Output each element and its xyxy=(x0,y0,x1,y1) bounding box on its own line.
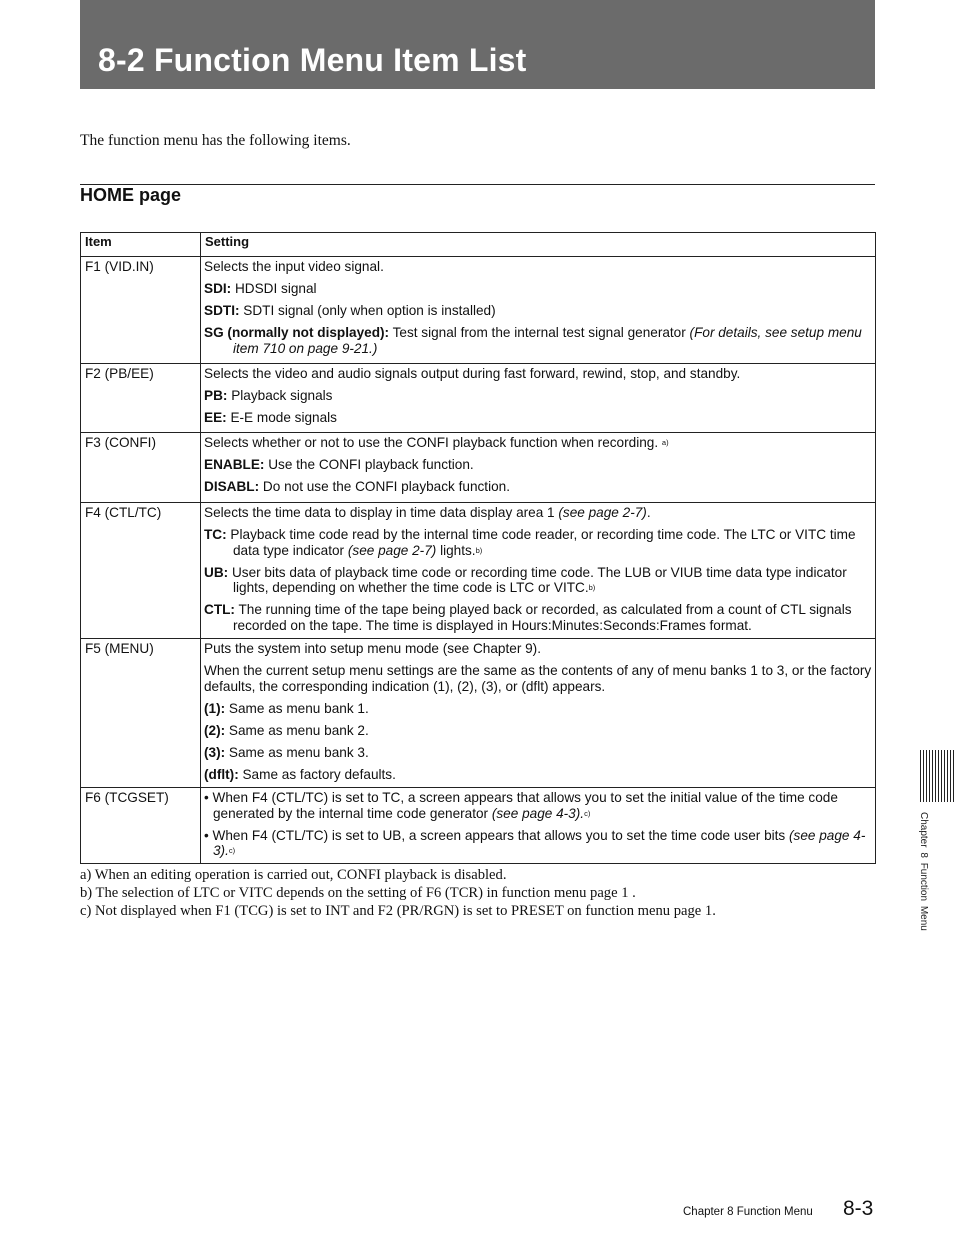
footnote-c: c) Not displayed when F1 (TCG) is set to INT and F2 (PR/RGN) is set to PRESET on function menu page 1. xyxy=(80,903,716,919)
setting-option: UB: User bits data of playback time code or recording time code. The LUB or VIUB time data type indicator lights, depending on whether the time code is LTC or VITC.$^{b)}$ xyxy=(204,564,847,595)
footnote-b: b) The selection of LTC or VITC depends on the setting of F6 (TCR) in function menu page 1 . xyxy=(80,885,636,901)
table-row xyxy=(81,433,876,503)
section-divider xyxy=(80,184,875,185)
setting-option: PB: Playback signals xyxy=(204,388,333,403)
table-header-row xyxy=(81,233,876,257)
title-banner xyxy=(80,0,875,89)
footnote-marker: c) xyxy=(228,846,236,855)
table-row xyxy=(81,788,876,864)
footnote-marker: c) xyxy=(584,808,591,818)
table-row xyxy=(81,257,876,364)
setting-description: Selects the video and audio signals output during fast forward, rewind, stop, and standby. xyxy=(204,366,741,381)
setting-description: Selects the time data to display in time data display area 1 (see page 2-7). xyxy=(204,505,651,520)
footnote-marker: b) xyxy=(588,583,596,592)
footer-chapter-label: Chapter 8 Function Menu xyxy=(683,1206,813,1218)
footnote-a: a) When an editing operation is carried out, CONFI playback is disabled. xyxy=(80,867,507,883)
setting-cell xyxy=(201,364,876,433)
setting-option: SDI: HDSDI signal xyxy=(204,281,317,296)
setting-cell xyxy=(201,639,876,788)
setting-description: Selects whether or not to use the CONFI playback function when recording. $^{a)}$ xyxy=(204,435,669,450)
setting-option: SG (normally not displayed): Test signal from the internal test signal generator (For details, see setup menu item 710 on page 9-21.) xyxy=(204,325,862,356)
item-cell: F4 (CTL/TC) xyxy=(81,503,201,639)
item-cell: F3 (CONFI) xyxy=(81,433,201,503)
setting-option: CTL: The running time of the tape being played back or recorded, as calculated from a count of CTL signals recorded on the tape. The time is displayed in Hours:Minutes:Seconds:Frames format. xyxy=(204,602,852,633)
setting-option: (3): Same as menu bank 3. xyxy=(204,744,369,760)
setting-option: TC: Playback time code read by the internal time code reader, or recording time code. The LTC or VITC time data type indicator (see page 2-7) lights.$^{b)}$ xyxy=(204,527,856,558)
page-reference: (For details, see setup menu item 710 on page 9-21.) xyxy=(233,325,862,356)
setting-option: EE: E-E mode signals xyxy=(204,410,337,425)
page-reference: (see page 4-3). xyxy=(213,827,866,858)
setting-option: (dflt): Same as factory defaults. xyxy=(204,766,396,782)
setting-cell xyxy=(201,257,876,364)
setting-option: (2): Same as menu bank 2. xyxy=(204,722,369,738)
page-reference: (see page 2-7) xyxy=(558,505,647,520)
item-cell: F1 (VID.IN) xyxy=(81,257,201,364)
item-cell: F6 (TCGSET) xyxy=(81,788,201,864)
setting-cell xyxy=(201,788,876,864)
table-row xyxy=(81,639,876,788)
table-row xyxy=(81,503,876,639)
intro-text: The function menu has the following items. xyxy=(80,132,351,149)
column-header-setting: Setting xyxy=(201,233,876,257)
function-menu-table xyxy=(80,232,876,864)
setting-description: When the current setup menu settings are the same as the contents of any of menu banks 1 to 3, or the factory defaults, the corresponding indication (1), (2), (3), or (dflt) appears. xyxy=(204,663,872,694)
bullet-item: • When F4 (CTL/TC) is set to TC, a screen appears that allows you to set the initial value of the time code generated by the internal time code generator (see page 4-3).$^{c)}$ xyxy=(204,790,838,821)
chapter-side-label: Chapter 8 Function Menu xyxy=(918,812,929,931)
page-number: 8-3 xyxy=(843,1197,874,1220)
setting-cell xyxy=(201,503,876,639)
setting-description: Puts the system into setup menu mode (see Chapter 9). xyxy=(204,641,541,656)
page-reference: (see page 2-7) xyxy=(347,542,437,558)
page-title: 8-2 Function Menu Item List xyxy=(98,42,527,78)
chapter-tab-marker xyxy=(920,750,954,802)
setting-option: DISABL: Do not use the CONFI playback function. xyxy=(204,479,510,494)
setting-option: SDTI: SDTI signal (only when option is installed) xyxy=(204,303,496,318)
setting-option: (1): Same as menu bank 1. xyxy=(204,700,369,716)
page-reference: (see page 4-3). xyxy=(491,805,585,821)
column-header-item: Item xyxy=(81,233,201,257)
item-cell: F2 (PB/EE) xyxy=(81,364,201,433)
table-row xyxy=(81,364,876,433)
footnote-marker: b) xyxy=(475,545,483,555)
footnotes xyxy=(80,866,716,920)
bullet-item: • When F4 (CTL/TC) is set to UB, a screen appears that allows you to set the time code user bits (see page 4-3).$^{c)}$ xyxy=(204,827,866,858)
setting-cell xyxy=(201,433,876,503)
setting-option: ENABLE: Use the CONFI playback function. xyxy=(204,457,474,472)
section-heading: HOME page xyxy=(80,185,182,205)
setting-description: Selects the input video signal. xyxy=(204,259,384,274)
footnote-marker: a) xyxy=(661,438,669,447)
item-cell: F5 (MENU) xyxy=(81,639,201,788)
